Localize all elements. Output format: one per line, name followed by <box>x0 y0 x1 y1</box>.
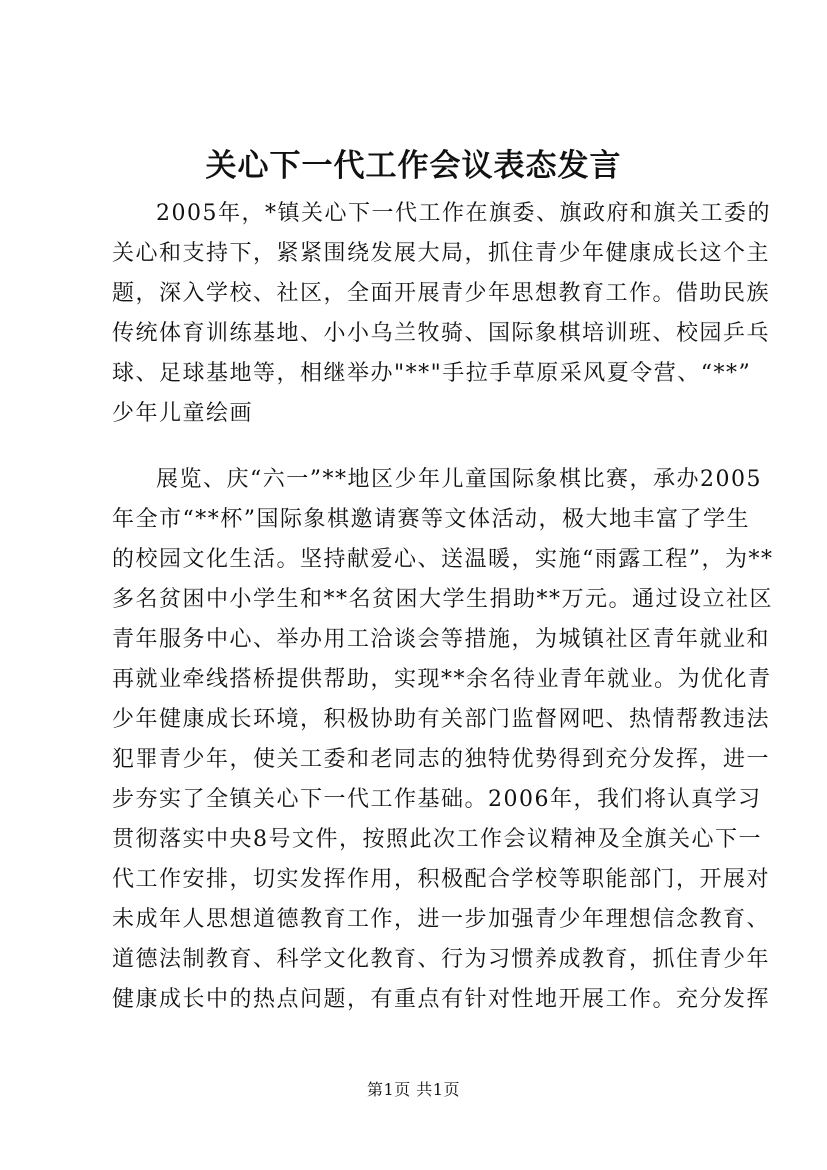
paragraph-line: 关心和支持下，紧紧围绕发展大局，抓住青少年健康成长这个主 <box>112 241 771 266</box>
paragraph-line: 贯彻落实中央8号文件，按照此次工作会议精神及全旗关心下一 <box>112 827 762 852</box>
paragraph-2 <box>112 460 774 1020</box>
document-body <box>112 194 774 1020</box>
paragraph-line: 2005年，*镇关心下一代工作在旗委、旗政府和旗关工委的 <box>156 201 771 226</box>
paragraph-1 <box>112 194 771 434</box>
document-title: 关心下一代工作会议表态发言 <box>205 148 622 184</box>
paragraph-line: 犯罪青少年，使关工委和老同志的独特优势得到充分发挥，进一 <box>112 747 771 772</box>
paragraph-line: 少年健康成长环境，积极协助有关部门监督网吧、热情帮教违法 <box>112 707 771 732</box>
paragraph-line: 年全市“**杯”国际象棋邀请赛等文体活动，极大地丰富了学生 <box>112 507 750 532</box>
paragraph-line: 少年儿童绘画 <box>112 401 254 426</box>
page-footer: 第1页 共1页 <box>367 1080 460 1099</box>
paragraph-line: 题，深入学校、社区，全面开展青少年思想教育工作。借助民族 <box>112 281 771 306</box>
paragraph-spacer <box>112 434 742 460</box>
paragraph-line: 步夯实了全镇关心下一代工作基础。2006年，我们将认真学习 <box>112 787 762 812</box>
paragraph-line: 的校园文化生活。坚持献爱心、送温暖，实施“雨露工程”，为** <box>112 547 774 572</box>
paragraph-line: 展览、庆“六一”**地区少年儿童国际象棋比赛，承办2005 <box>156 467 762 492</box>
paragraph-line: 再就业牵线搭桥提供帮助，实现**余名待业青年就业。为优化青 <box>112 667 772 692</box>
paragraph-line: 传统体育训练基地、小小乌兰牧骑、国际象棋培训班、校园乒乓 <box>112 321 771 346</box>
paragraph-line: 球、足球基地等，相继举办"**"手拉手草原采风夏令营、“**” <box>112 361 752 386</box>
paragraph-line: 青年服务中心、举办用工洽谈会等措施，为城镇社区青年就业和 <box>112 627 771 652</box>
paragraph-line: 道德法制教育、科学文化教育、行为习惯养成教育，抓住青少年 <box>112 947 771 972</box>
paragraph-line: 多名贫困中小学生和**名贫困大学生捐助**万元。通过设立社区 <box>112 587 774 612</box>
paragraph-line: 健康成长中的热点问题，有重点有针对性地开展工作。充分发挥 <box>112 987 771 1012</box>
paragraph-line: 代工作安排，切实发挥作用，积极配合学校等职能部门，开展对 <box>112 867 771 892</box>
paragraph-line: 未成年人思想道德教育工作，进一步加强青少年理想信念教育、 <box>112 907 771 932</box>
